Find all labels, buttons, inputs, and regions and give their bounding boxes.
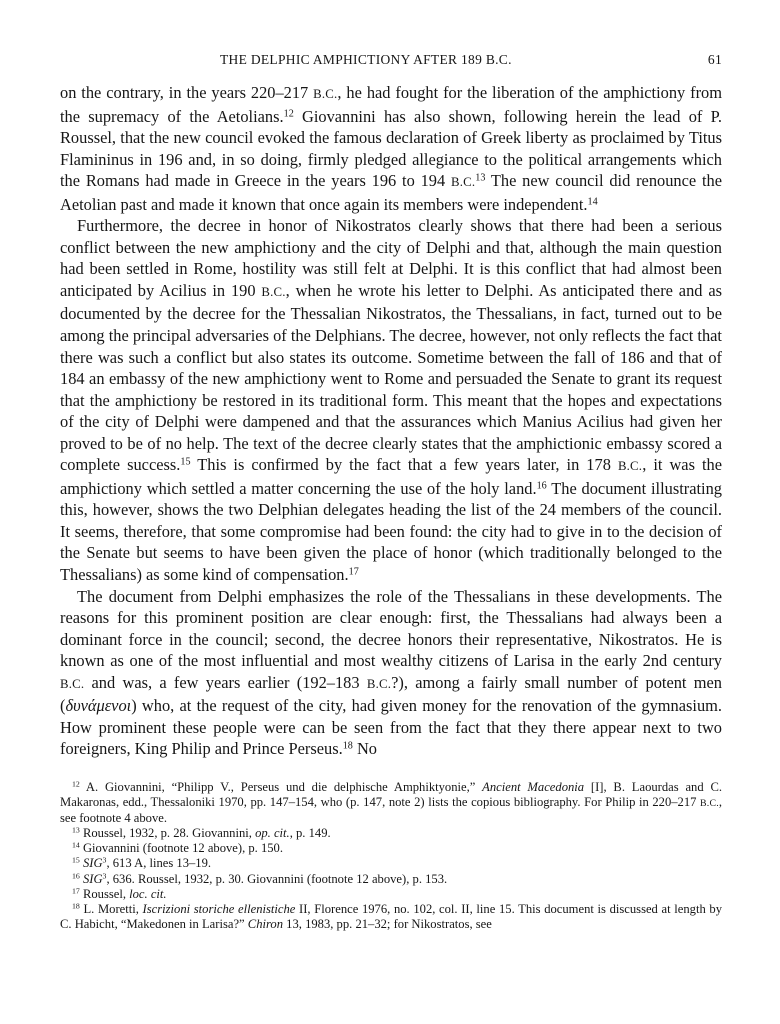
footnotes [60, 780, 722, 932]
body-text [60, 82, 722, 760]
paragraph: The document from Delphi emphasizes the role of the Thessalians in these developments. The reasons for this prominent position are clear enough: first, the Thessalians had always been a dominant force in the council; second, the decree honors their representative, Nikostratos. He is known as one of the most influential and most wealthy citizens of Larisa in the early 2nd century B.C. and was, a few years earlier (192–183 B.C.?), among a fairly small number of potent men (δυνάμενοι) who, at the request of the city, had given money for the renovation of the gymnasium. How prominent these people were can be seen from the fact that they there appear next to two foreigners, King Philip and Prince Perseus.$^{18}$ No [60, 586, 722, 759]
footnote-14: $^{14}$ Giovannini (footnote 12 above), p. 150. [72, 841, 284, 856]
paragraph: Furthermore, the decree in honor of Nikostratos clearly shows that there had been a serious conflict between the new amphictiony and the city of Delphi and that, although the main question had been settled in Rome, hostility was still felt at Delphi. It is this conflict that had almost been anticipated by Acilius in 190 B.C., when he wrote his letter to Delphi. As anticipated there and as documented by the decree for the Thessalian Nikostratos, the Thessalians, in fact, turned out to be among the principal adversaries of the Delphians. The decree, however, not only reflects the fact that there was such a conflict but also states its outcome. Sometime between the fall of 186 and that of 184 an embassy of the new amphictiony went to Rome and persuaded the Senate to grant its request that the amphictiony be restored in its traditional form. This meant that the hopes and expectations of the city of Delphi were dampened and that the assurances which Manius Acilius had given her proved to be of no help. The text of the decree clearly states that the amphictionic embassy scored a complete success.$^{15}$ This is confirmed by the fact that a few years later, in 178 B.C., it was the amphictiony which settled a matter concerning the use of the holy land.$^{16}$ The document illustrating this, however, shows the two Delphian delegates heading the list of the 24 members of the council. It seems, therefore, that some compromise had been found: the city had to give in to the decision of the Senate but seems to have been given the place of honor (which traditionally belonged to the Thessalians) as some kind of compensation.$^{17}$ [60, 216, 722, 585]
footnote-13: $^{13}$ Roussel, 1932, p. 28. Giovannini, op. cit., p. 149. [72, 825, 331, 841]
page [60, 52, 722, 932]
footnote-18: $^{18}$ L. Moretti, Iscrizioni storiche ellenistiche II, Florence 1976, no. 102, col. II, line 15. This document is discussed at length by C. Habicht, “Makedonen in Larisa?” Chiron 13, 1983, pp. 21–32; for Nikostratos, see [60, 901, 722, 931]
footnote-15: $^{15}$ SIG$^3$, 613 A, lines 13–19. [72, 856, 212, 871]
footnote-12: $^{12}$ A. Giovannini, “Philipp V., Perseus und die delphische Amphiktyonie,” Ancient Macedonia [I], B. Laourdas and C. Makaronas, edd., Thessaloniki 1970, pp. 147–154, who (p. 147, note 2) lists the copious bibliography. For Philip in 220–217 B.C., see footnote 4 above. [60, 779, 722, 826]
paragraph: on the contrary, in the years 220–217 B.C., he had fought for the liberation of the amphictiony from the supremacy of the Aetolians.$^{12}$ Giovannini has also shown, following herein the lead of P. Roussel, that the new council evoked the famous declaration of Greek liberty as proclaimed by Titus Flamininus in 196 and, in so doing, firmly pledged allegiance to the political arrangements which the Romans had made in Greece in the years 196 to 194 B.C.$^{13}$ The new council did renounce the Aetolian past and made it known that once again its members were independent.$^{14}$ [60, 83, 722, 214]
running-title: THE DELPHIC AMPHICTIONY AFTER 189 B.C. [220, 52, 512, 67]
footnote-16: $^{16}$ SIG$^3$, 636. Roussel, 1932, p. 30. Giovannini (footnote 12 above), p. 153. [72, 871, 448, 886]
page-number: 61 [707, 52, 722, 67]
running-header [60, 52, 722, 82]
footnote-17: $^{17}$ Roussel, loc. cit. [72, 886, 167, 901]
